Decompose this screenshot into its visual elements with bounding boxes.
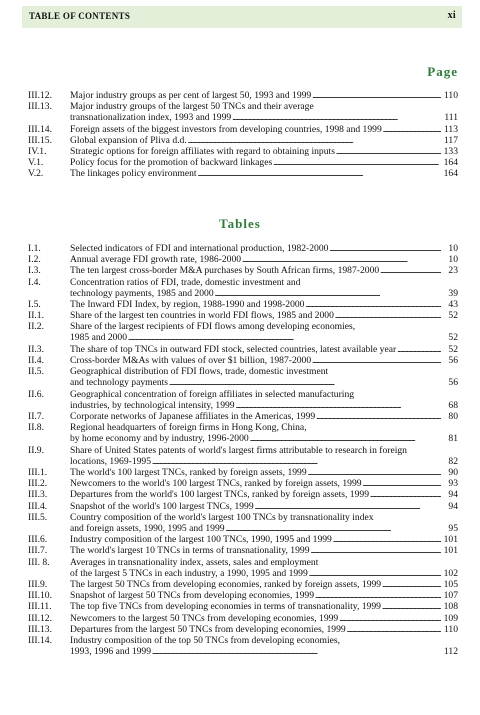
entry-page-number: 56 bbox=[448, 377, 458, 389]
entry-page-number: 102 bbox=[443, 567, 458, 579]
entry-title-line: The share of top TNCs in outward FDI stock, selected countries, latest available year bbox=[70, 343, 397, 355]
dot-leader bbox=[255, 501, 441, 512]
dot-leader bbox=[273, 157, 441, 168]
entry-page-number: 52 bbox=[448, 343, 458, 355]
entry-number: III.3. bbox=[28, 489, 48, 501]
dot-leader bbox=[363, 478, 441, 489]
dot-leader bbox=[309, 568, 441, 579]
dot-leader bbox=[242, 254, 441, 265]
dot-leader bbox=[383, 124, 441, 135]
entry-number: II.9. bbox=[28, 444, 44, 456]
entry-title-line: The world's largest 10 TNCs in terms of transnationality, 1999 bbox=[70, 545, 310, 557]
entry-title-line: by home economy and by industry, 1996-2000 bbox=[70, 433, 249, 445]
entry-title-line: Share of United States patents of world's largest firms attributable to research in foreign bbox=[70, 444, 407, 456]
entry-title-line: industries, by technological intensity, 1999 bbox=[70, 399, 235, 411]
entry-page-number: 101 bbox=[443, 534, 458, 546]
entry-page-number: 95 bbox=[448, 522, 458, 534]
dot-leader bbox=[370, 489, 441, 500]
entry-title bbox=[70, 613, 458, 624]
entry-page-number: 109 bbox=[443, 612, 458, 624]
dot-leader bbox=[152, 646, 441, 657]
entry-number: II.7. bbox=[28, 411, 44, 422]
table-entry[interactable] bbox=[28, 243, 458, 254]
entry-page-number: 108 bbox=[443, 601, 458, 613]
table-entry[interactable] bbox=[28, 310, 458, 321]
table-entry[interactable] bbox=[28, 624, 458, 635]
dot-leader bbox=[128, 332, 441, 343]
entry-title-line: Country composition of the world's largest 100 TNCs by transnationality index bbox=[70, 511, 374, 523]
entry-title-line: Newcomers to the world's 100 largest TNCs, ranked by foreign assets, 1999 bbox=[70, 478, 362, 490]
entry-number: III. 8. bbox=[28, 556, 50, 568]
entry-title-line: Foreign assets of the biggest investors from developing countries, 1998 and 1999 bbox=[70, 123, 382, 135]
entry-title-line: Cross-border M&As with values of over $1 billion, 1987-2000 bbox=[70, 355, 312, 366]
entry-title-line: Annual average FDI growth rate, 1986-2000 bbox=[70, 254, 242, 266]
entry-title-line: The ten largest cross-border M&A purchases by South African firms, 1987-2000 bbox=[70, 265, 380, 277]
entry-number: III.11. bbox=[28, 601, 52, 613]
entry-page-number: 23 bbox=[448, 265, 458, 277]
entry-number: III.14. bbox=[28, 635, 52, 646]
entry-title-line: of the largest 5 TNCs in each industry, a 1990, 1995 and 1999 bbox=[70, 567, 308, 579]
table-entry[interactable] bbox=[28, 512, 458, 534]
entry-page-number: 164 bbox=[443, 157, 458, 169]
dot-leader bbox=[169, 377, 441, 388]
dot-leader bbox=[312, 90, 441, 101]
entry-title-line: Strategic options for foreign affiliates with regard to obtaining inputs bbox=[70, 146, 335, 157]
box-entry[interactable] bbox=[28, 135, 458, 146]
entry-page-number: 113 bbox=[443, 123, 458, 135]
entry-title bbox=[70, 366, 458, 388]
entry-number: I.1. bbox=[28, 243, 41, 254]
entry-page-number: 10 bbox=[448, 243, 458, 254]
entry-page-number: 117 bbox=[443, 134, 458, 146]
entry-number: I.5. bbox=[28, 299, 41, 310]
entry-number: V.1. bbox=[28, 157, 44, 169]
entry-page-number: 164 bbox=[443, 168, 458, 180]
tables-heading: Tables bbox=[219, 216, 261, 231]
entry-number: I.3. bbox=[28, 265, 41, 277]
entry-page-number: 133 bbox=[443, 146, 458, 157]
entry-number: III.5. bbox=[28, 511, 48, 523]
dot-leader bbox=[397, 344, 441, 355]
entry-title bbox=[70, 146, 458, 157]
entry-page-number: 93 bbox=[448, 478, 458, 490]
box-entry[interactable] bbox=[28, 101, 458, 123]
dot-leader bbox=[335, 310, 441, 321]
entry-number: III.10. bbox=[28, 590, 52, 602]
table-entry[interactable] bbox=[28, 299, 458, 310]
entry-title-line: Share of the largest ten countries in world FDI flows, 1985 and 2000 bbox=[70, 310, 334, 322]
entry-number: IV.1. bbox=[28, 146, 47, 157]
entry-title bbox=[70, 501, 458, 512]
entry-number: II.6. bbox=[28, 388, 44, 400]
entry-title bbox=[70, 277, 458, 299]
entry-title bbox=[70, 489, 458, 500]
entry-page-number: 39 bbox=[448, 287, 458, 299]
table-entry[interactable] bbox=[28, 344, 458, 355]
entry-title bbox=[70, 601, 458, 612]
entry-number: II.3. bbox=[28, 343, 44, 355]
entry-title-line: The largest 50 TNCs from developing economies, ranked by foreign assets, 1999 bbox=[70, 579, 382, 590]
entry-title-line: The Inward FDI Index, by region, 1988-1990 and 1998-2000 bbox=[70, 299, 305, 310]
dot-leader bbox=[152, 456, 441, 467]
dot-leader bbox=[336, 146, 441, 157]
entry-title-line: and technology payments bbox=[70, 377, 169, 389]
dot-leader bbox=[333, 534, 441, 545]
dot-leader bbox=[311, 545, 442, 556]
entry-title bbox=[70, 265, 458, 276]
table-entry[interactable] bbox=[28, 613, 458, 624]
table-entry[interactable] bbox=[28, 579, 458, 590]
table-entry[interactable] bbox=[28, 422, 458, 444]
dot-leader bbox=[236, 400, 441, 411]
entry-number: II.4. bbox=[28, 355, 44, 366]
table-entry[interactable] bbox=[28, 467, 458, 478]
box-entry[interactable] bbox=[28, 90, 458, 101]
entry-number: I.4. bbox=[28, 276, 41, 288]
entry-title-line: Concentration ratios of FDI, trade, domestic investment and bbox=[70, 276, 301, 288]
entry-number: III.9. bbox=[28, 579, 48, 590]
entry-title-line: Share of the largest recipients of FDI flows among developing economies, bbox=[70, 321, 356, 333]
box-entry[interactable] bbox=[28, 157, 458, 168]
entry-title bbox=[70, 101, 458, 123]
entry-title bbox=[70, 545, 458, 556]
entry-title bbox=[70, 590, 458, 601]
entry-page-number: 112 bbox=[443, 646, 458, 657]
entry-title bbox=[70, 135, 458, 146]
entry-title bbox=[70, 310, 458, 321]
entry-title bbox=[70, 534, 458, 545]
entry-page-number: 52 bbox=[448, 310, 458, 322]
entry-title bbox=[70, 254, 458, 265]
table-entry[interactable] bbox=[28, 501, 458, 512]
entry-title-line: Departures from the largest 50 TNCs from developing economies, 1999 bbox=[70, 623, 346, 635]
entry-number: III.13. bbox=[28, 623, 52, 635]
entry-number: II.2. bbox=[28, 321, 44, 333]
entry-number: II.8. bbox=[28, 422, 44, 434]
entry-title-line: Averages in transnationality index, assets, sales and employment bbox=[70, 556, 319, 568]
entry-title bbox=[70, 168, 458, 179]
entry-title bbox=[70, 422, 458, 444]
entry-title-line: The world's 100 largest TNCs, ranked by foreign assets, 1999 bbox=[70, 467, 307, 478]
table-entry[interactable] bbox=[28, 321, 458, 343]
table-entry[interactable] bbox=[28, 277, 458, 299]
entry-page-number: 105 bbox=[443, 579, 458, 590]
entry-page-number: 80 bbox=[448, 411, 458, 422]
table-entry[interactable] bbox=[28, 411, 458, 422]
dot-leader bbox=[329, 243, 441, 254]
table-entry[interactable] bbox=[28, 534, 458, 545]
table-entry[interactable] bbox=[28, 355, 458, 366]
entry-page-number: 82 bbox=[448, 455, 458, 467]
dot-leader bbox=[215, 288, 441, 299]
box-entry[interactable] bbox=[28, 168, 458, 179]
dot-leader bbox=[198, 168, 441, 179]
entry-page-number: 94 bbox=[448, 500, 458, 512]
table-entry[interactable] bbox=[28, 557, 458, 579]
entry-title bbox=[70, 579, 458, 590]
entry-title-line: and foreign assets, 1990, 1995 and 1999 bbox=[70, 522, 225, 534]
table-entry[interactable] bbox=[28, 478, 458, 489]
entry-title bbox=[70, 157, 458, 168]
entry-title-line: Regional headquarters of foreign firms in Hong Kong, China, bbox=[70, 422, 307, 434]
entry-page-number: 111 bbox=[444, 112, 458, 124]
entry-title bbox=[70, 624, 458, 635]
entry-title-line: 1993, 1996 and 1999 bbox=[70, 646, 152, 657]
entry-title-line: Policy focus for the promotion of backward linkages bbox=[70, 157, 273, 169]
entry-page-number: 81 bbox=[448, 433, 458, 445]
page-column-label: Page bbox=[427, 64, 458, 79]
dot-leader bbox=[382, 601, 441, 612]
running-header bbox=[22, 6, 462, 28]
entry-title-line: 1985 and 2000 bbox=[70, 332, 128, 344]
entry-page-number: 90 bbox=[448, 467, 458, 478]
entry-title bbox=[70, 243, 458, 254]
entry-title-line: Major industry groups of the largest 50 TNCs and their average bbox=[70, 101, 314, 113]
table-entry[interactable] bbox=[28, 366, 458, 388]
dot-leader bbox=[316, 411, 441, 422]
entry-page-number: 68 bbox=[448, 399, 458, 411]
entry-number: III.1. bbox=[28, 467, 48, 478]
entry-number: II.5. bbox=[28, 366, 44, 378]
entry-title-line: Newcomers to the largest 50 TNCs from developing economies, 1999 bbox=[70, 612, 339, 624]
entry-title-line: Selected indicators of FDI and international production, 1982-2000 bbox=[70, 243, 329, 254]
entry-page-number: 110 bbox=[443, 90, 458, 101]
dot-leader bbox=[380, 265, 441, 276]
header-page-number: xi bbox=[447, 10, 456, 21]
dot-leader bbox=[315, 590, 441, 601]
entry-number: III.2. bbox=[28, 478, 48, 490]
entry-title bbox=[70, 445, 458, 467]
entry-title-line: Snapshot of the world's 100 largest TNCs, 1999 bbox=[70, 500, 254, 512]
table-entry[interactable] bbox=[28, 265, 458, 276]
entry-title-line: Industry composition of the top 50 TNCs from developing economies, bbox=[70, 635, 341, 646]
table-entry[interactable] bbox=[28, 590, 458, 601]
entry-page-number: 56 bbox=[448, 355, 458, 366]
table-entry[interactable] bbox=[28, 254, 458, 265]
entry-title-line: Snapshot of largest 50 TNCs from developing economies, 1999 bbox=[70, 590, 314, 602]
entry-title bbox=[70, 411, 458, 422]
dot-leader bbox=[312, 355, 441, 366]
entry-number: III.14. bbox=[28, 123, 52, 135]
entry-title bbox=[70, 635, 458, 657]
entry-title bbox=[70, 467, 458, 478]
entry-title-line: Geographical distribution of FDI flows, trade, domestic investment bbox=[70, 366, 329, 378]
entry-page-number: 107 bbox=[443, 590, 458, 602]
entry-number: II.1. bbox=[28, 310, 44, 322]
entry-title-line: Geographical concentration of foreign affiliates in selected manufacturing bbox=[70, 388, 355, 400]
entry-page-number: 110 bbox=[443, 623, 458, 635]
table-entry[interactable] bbox=[28, 489, 458, 500]
entry-title bbox=[70, 299, 458, 310]
entry-title bbox=[70, 90, 458, 101]
entry-title bbox=[70, 512, 458, 534]
dot-leader bbox=[339, 613, 441, 624]
entry-number: III.6. bbox=[28, 534, 48, 546]
table-entry[interactable] bbox=[28, 445, 458, 467]
table-entry[interactable] bbox=[28, 545, 458, 556]
box-entry[interactable] bbox=[28, 146, 458, 157]
header-title: TABLE OF CONTENTS bbox=[29, 11, 131, 21]
table-entry[interactable] bbox=[28, 635, 458, 657]
entry-title-line: Major industry groups as per cent of largest 50, 1993 and 1999 bbox=[70, 90, 312, 101]
entry-page-number: 94 bbox=[448, 489, 458, 501]
entry-title-line: Global expansion of Pliva d.d. bbox=[70, 134, 187, 146]
dot-leader bbox=[308, 467, 441, 478]
box-entry[interactable] bbox=[28, 124, 458, 135]
entry-number: III.7. bbox=[28, 545, 48, 557]
entry-title-line: The top five TNCs from developing economies in terms of transnationality, 1999 bbox=[70, 601, 381, 613]
table-entry[interactable] bbox=[28, 389, 458, 411]
entry-title bbox=[70, 124, 458, 135]
entry-number: III.15. bbox=[28, 134, 52, 146]
entry-title bbox=[70, 389, 458, 411]
entry-title-line: technology payments, 1985 and 2000 bbox=[70, 287, 214, 299]
entry-number: V.2. bbox=[28, 168, 44, 180]
entry-title bbox=[70, 355, 458, 366]
dot-leader bbox=[232, 112, 441, 123]
entry-title-line: Departures from the world's 100 largest TNCs, ranked by foreign assets, 1999 bbox=[70, 489, 369, 501]
entry-number: III.12. bbox=[28, 612, 52, 624]
dot-leader bbox=[250, 433, 441, 444]
entry-number: III.13. bbox=[28, 101, 52, 113]
entry-title-line: Corporate networks of Japanese affiliates in the Americas, 1999 bbox=[70, 411, 316, 422]
dot-leader bbox=[305, 299, 441, 310]
entry-title-line: locations, 1969-1995 bbox=[70, 455, 152, 467]
dot-leader bbox=[226, 523, 441, 534]
entry-page-number: 10 bbox=[448, 254, 458, 266]
entry-title-line: transnationalization index, 1993 and 1999 bbox=[70, 112, 232, 124]
entry-page-number: 43 bbox=[448, 299, 458, 310]
entry-title bbox=[70, 344, 458, 355]
dot-leader bbox=[382, 579, 441, 590]
entry-title bbox=[70, 478, 458, 489]
entry-number: III.12. bbox=[28, 90, 52, 101]
entry-page-number: 101 bbox=[443, 545, 458, 557]
entry-number: I.2. bbox=[28, 254, 41, 266]
entry-page-number: 52 bbox=[448, 332, 458, 344]
entry-title-line: The linkages policy environment bbox=[70, 168, 197, 180]
entry-number: III.4. bbox=[28, 500, 48, 512]
dot-leader bbox=[347, 624, 441, 635]
entry-title bbox=[70, 321, 458, 343]
entry-title bbox=[70, 557, 458, 579]
table-entry[interactable] bbox=[28, 601, 458, 612]
dot-leader bbox=[188, 135, 441, 146]
entry-title-line: Industry composition of the largest 100 TNCs, 1990, 1995 and 1999 bbox=[70, 534, 332, 546]
